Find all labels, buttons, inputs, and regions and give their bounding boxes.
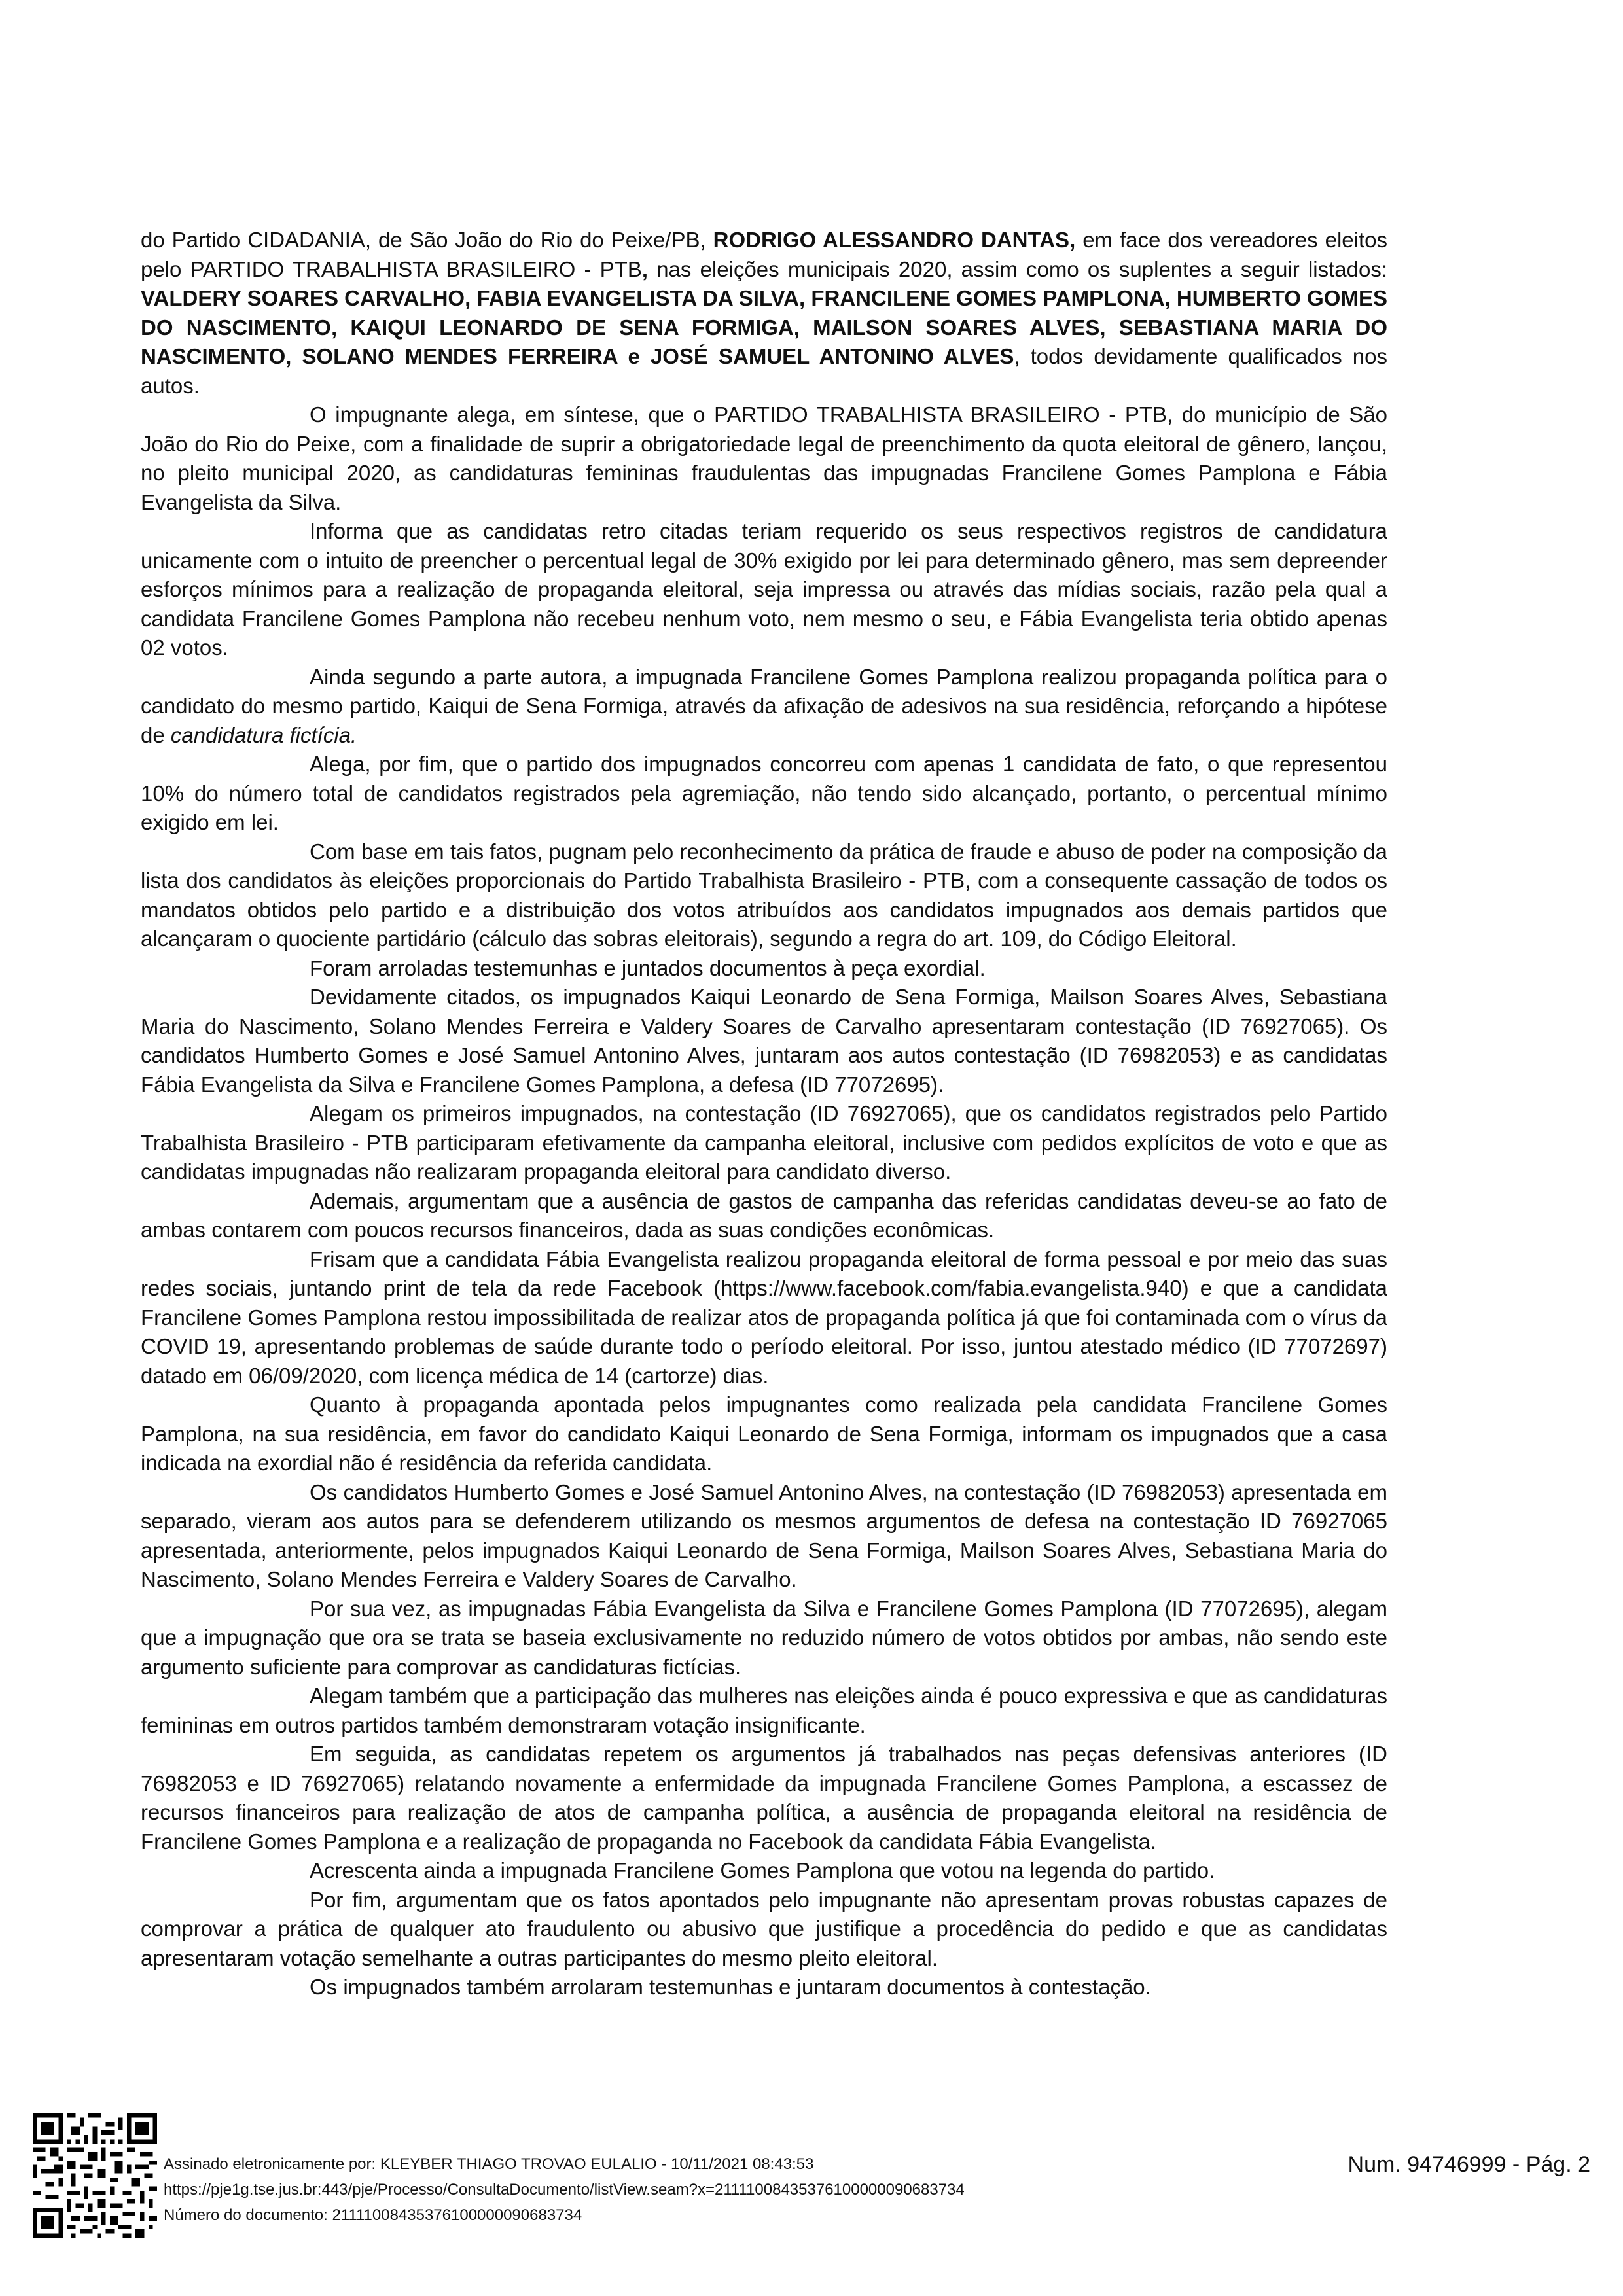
paragraph-10: Ademais, argumentam que a ausência de gastos de campanha das referidas candidatas deveu-se ao fato de ambas contarem com poucos recursos financeiros, dada as suas condições econômicas. (141, 1188, 1387, 1242)
paragraph-1 (141, 226, 1387, 400)
paragraph-14: Por sua vez, as impugnadas Fábia Evangelista da Silva e Francilene Gomes Pamplona (ID 77072695), alegam que a impugnação que ora se trata se baseia exclusivamente no reduzido número de votos obtidos por ambas, não sendo este argumento suficiente para comprovar as candidaturas fictícias. (141, 1596, 1387, 1679)
document-url[interactable]: https://pje1g.tse.jus.br:443/pje/Processo/ConsultaDocumento/listView.seam?x=21111008435376100000090683734 (164, 2181, 965, 2199)
page-number: Num. 94746999 - Pág. 2 (1347, 2152, 1590, 2177)
qr-code-icon (33, 2113, 157, 2238)
bold-names: VALDERY SOARES CARVALHO, FABIA EVANGELISTA DA SILVA, FRANCILENE GOMES PAMPLONA, HUMBERTO GOMES DO NASCIMENTO, KAIQUI LEONARDO DE SENA FORMIGA, MAILSON SOARES ALVES, SEBASTIANA MARIA DO NASCIMENTO, SOLANO MENDES FERREIRA e JOSÉ SAMUEL ANTONINO ALVES (141, 286, 1387, 368)
paragraph-4 (141, 663, 1387, 751)
paragraph-16: Em seguida, as candidatas repetem os argumentos já trabalhados nas peças defensivas anteriores (ID 76982053 e ID 76927065) relatando novamente a enfermidade da impugnada Francilene Gomes Pamplona, a escassez de recursos financeiros para realização de atos de campanha política, a ausência de propaganda eleitoral na residência de Francilene Gomes Pamplona e a realização de propaganda no Facebook da candidata Fábia Evangelista. (141, 1742, 1387, 1854)
paragraph-11: Frisam que a candidata Fábia Evangelista realizou propaganda eleitoral de forma pessoal e por meio das suas redes sociais, juntando print de tela da rede Facebook (https://www.facebook.com/fabia.evangelista.940) e que a candidata Francilene Gomes Pamplona restou impossibilitada de realizar atos de propaganda política já que foi contaminada com o vírus da COVID 19, apresentando problemas de saúde durante todo o período eleitoral. Por isso, juntou atestado médico (ID 77072697) datado em 06/09/2020, com licença médica de 14 (cartorze) dias. (141, 1246, 1387, 1388)
signature-footer (0, 2113, 1623, 2296)
paragraph-3: Informa que as candidatas retro citadas teriam requerido os seus respectivos registros de candidatura unicamente com o intuito de preencher o percentual legal de 30% exigido por lei para determinado gênero, mas sem depreender esforços mínimos para a realização de propaganda eleitoral, seja impressa ou através das mídias sociais, razão pela qual a candidata Francilene Gomes Pamplona não recebeu nenhum voto, nem mesmo o seu, e Fábia Evangelista teria obtido apenas 02 votos. (141, 519, 1387, 660)
paragraph-8: Devidamente citados, os impugnados Kaiqui Leonardo de Sena Formiga, Mailson Soares Alves, Sebastiana Maria do Nascimento, Solano Mendes Ferreira e Valdery Soares de Carvalho apresentaram contestação (ID 76927065). Os candidatos Humberto Gomes e José Samuel Antonino Alves, juntaram aos autos contestação (ID 76982053) e as candidatas Fábia Evangelista da Silva e Francilene Gomes Pamplona, a defesa (ID 77072695). (141, 985, 1387, 1097)
paragraph-17: Acrescenta ainda a impugnada Francilene Gomes Pamplona que votou na legenda do partido. (310, 1858, 1215, 1882)
paragraph-18: Por fim, argumentam que os fatos apontados pelo impugnante não apresentam provas robustas capazes de comprovar a prática de qualquer ato fraudulento ou abusivo que justifique a procedência do pedido e que as candidatas apresentaram votação semelhante a outras participantes do mesmo pleito eleitoral. (141, 1887, 1387, 1970)
bold-name: RODRIGO ALESSANDRO DANTAS, (713, 228, 1076, 252)
paragraph-15: Alegam também que a participação das mulheres nas eleições ainda é pouco expressiva e que as candidaturas femininas em outros partidos também demonstraram votação insignificante. (141, 1684, 1387, 1737)
text: , todos devidamente qualificados nos autos. (141, 344, 1387, 398)
paragraph-19: Os impugnados também arrolaram testemunhas e juntaram documentos à contestação. (310, 1975, 1151, 1999)
text: Ainda segundo a parte autora, a impugnada Francilene Gomes Pamplona realizou propaganda política para o candidato do mesmo partido, Kaiqui de Sena Formiga, através da afixação de adesivos na sua residência, reforçando a hipótese de (141, 664, 1387, 747)
text: em face dos vereadores eleitos pelo PARTIDO TRABALHISTA BRASILEIRO - PTB (141, 228, 1387, 281)
signature-block (164, 2151, 965, 2228)
paragraph-5: Alega, por fim, que o partido dos impugnados concorreu com apenas 1 candidata de fato, o que representou 10% do número total de candidatos registrados pela agremiação, não tendo sido alcançado, portanto, o percentual mínimo exigido em lei. (141, 752, 1387, 834)
signed-by-line: Assinado eletronicamente por: KLEYBER THIAGO TROVAO EULALIO - 10/11/2021 08:43:53 (164, 2155, 814, 2173)
paragraph-2: O impugnante alega, em síntese, que o PARTIDO TRABALHISTA BRASILEIRO - PTB, do município de São João do Rio do Peixe, com a finalidade de suprir a obrigatoriedade legal de preenchimento da quota eleitoral de gênero, lançou, no pleito municipal 2020, as candidaturas femininas fraudulentas das impugnadas Francilene Gomes Pamplona e Fábia Evangelista da Silva. (141, 402, 1387, 514)
paragraph-6: Com base em tais fatos, pugnam pelo reconhecimento da prática de fraude e abuso de poder na composição da lista dos candidatos às eleições proporcionais do Partido Trabalhista Brasileiro - PTB, com a consequente cassação de todos os mandatos obtidos pelo partido e a distribuição dos votos atribuídos aos candidatos impugnados aos demais partidos que alcançaram o quociente partidário (cálculo das sobras eleitorais), segundo a regra do art. 109, do Código Eleitoral. (141, 839, 1387, 951)
paragraph-9: Alegam os primeiros impugnados, na contestação (ID 76927065), que os candidatos registrados pelo Partido Trabalhista Brasileiro - PTB participaram efetivamente da campanha eleitoral, inclusive com pedidos explícitos de voto e que as candidatas impugnadas não realizaram propaganda eleitoral para candidato diverso. (141, 1101, 1387, 1184)
italic-term: candidatura fictícia. (170, 722, 357, 747)
text: nas eleições municipais 2020, assim como os suplentes a seguir listados: (648, 256, 1388, 281)
text: do Partido CIDADANIA, de São João do Rio do Peixe/PB, (141, 228, 713, 252)
paragraph-12: Quanto à propaganda apontada pelos impugnantes como realizada pela candidata Francilene Gomes Pamplona, na sua residência, em favor do candidato Kaiqui Leonardo de Sena Formiga, informam os impugnados que a casa indicada na exordial não é residência da referida candidata. (141, 1392, 1387, 1475)
document-body (141, 226, 1387, 2002)
document-number: Número do documento: 21111008435376100000090683734 (164, 2206, 582, 2224)
paragraph-13: Os candidatos Humberto Gomes e José Samuel Antonino Alves, na contestação (ID 76982053) apresentada em separado, vieram aos autos para se defenderem utilizando os mesmos argumentos de defesa na contestação ID 76927065 apresentada, anteriormente, pelos impugnados Kaiqui Leonardo de Sena Formiga, Mailson Soares Alves, Sebastiana Maria do Nascimento, Solano Mendes Ferreira e Valdery Soares de Carvalho. (141, 1479, 1387, 1591)
paragraph-7: Foram arroladas testemunhas e juntados documentos à peça exordial. (310, 955, 986, 980)
bold-comma: , (641, 256, 649, 281)
